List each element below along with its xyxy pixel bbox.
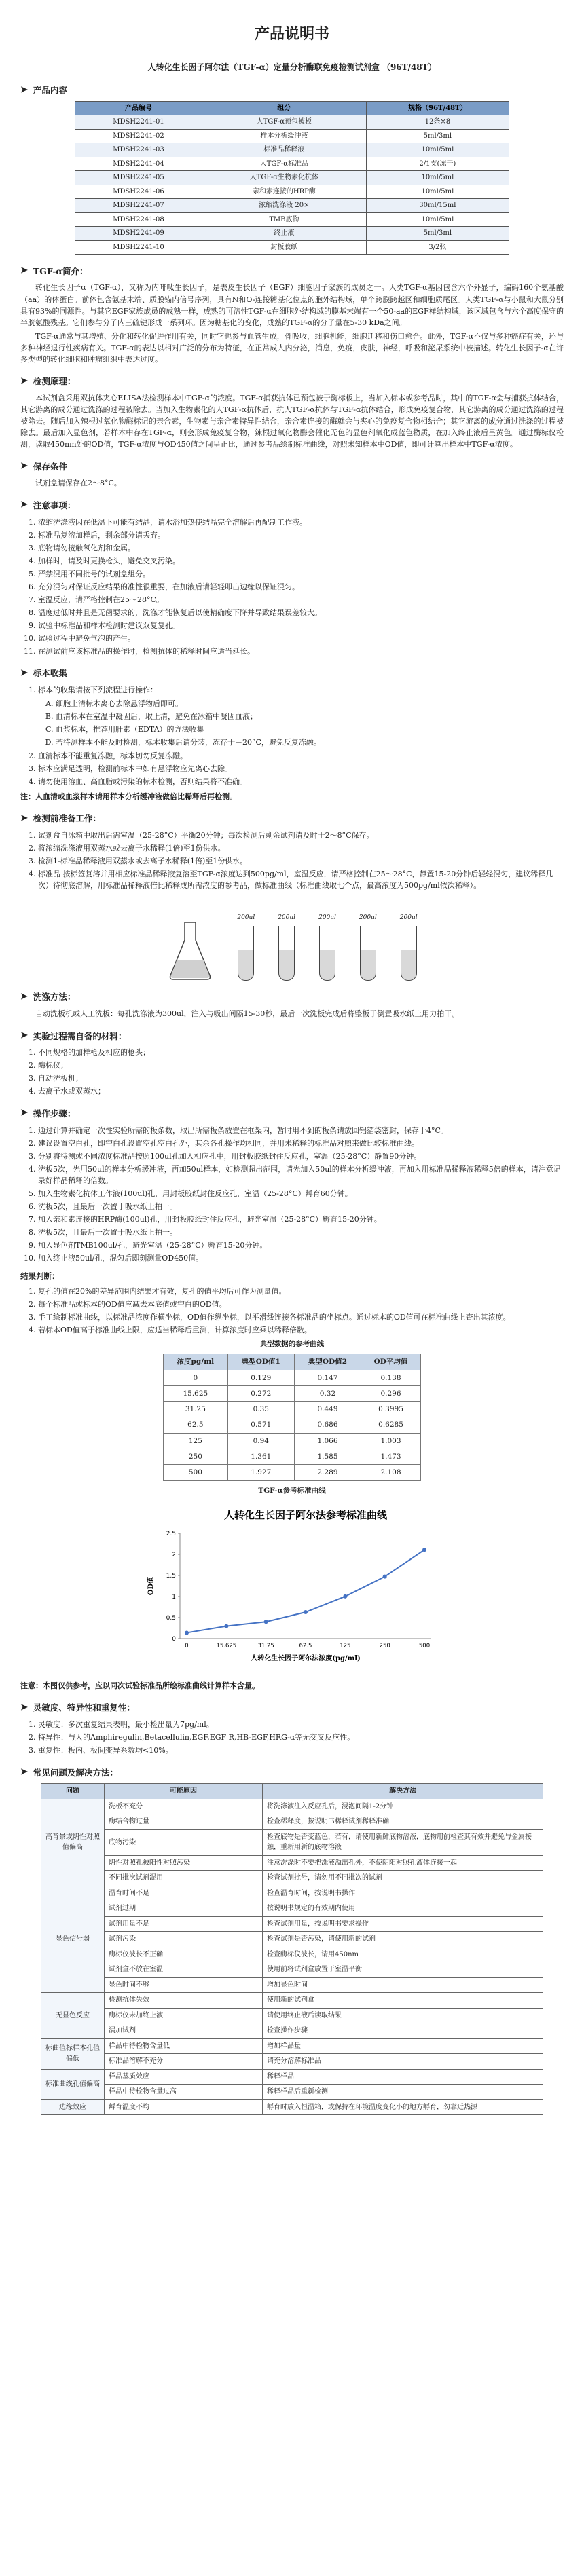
arrow-icon: ➤: [20, 1767, 28, 1778]
table-cell: MDSH2241-10: [75, 240, 202, 255]
solution-cell: 请充分溶解标准品: [263, 2054, 543, 2070]
list-item: 1. 复孔的值在20%的差异范围内结果才有效，复孔的值平均后可作为测量值。: [38, 1286, 564, 1297]
series-line: [187, 1550, 424, 1632]
arrow-icon: ➤: [20, 1030, 28, 1041]
cause-cell: 样品中待检物含量过高: [105, 2085, 263, 2100]
list-item: 5. 严禁混用不同批号的试剂盒组分。: [38, 568, 564, 580]
table-row: [41, 1829, 543, 1855]
problem-cell: 无显色反应: [41, 1993, 105, 2039]
table-cell: 0.6285: [361, 1417, 421, 1433]
table-cell: 0.129: [227, 1370, 294, 1385]
table-cell: 0.32: [294, 1385, 361, 1401]
table-cell: 人TGF-α生物素化抗体: [202, 171, 366, 185]
table-cell: 2/1支(冻干): [366, 157, 509, 171]
table-header-cell: 典型OD值1: [227, 1354, 294, 1370]
arrow-icon: ➤: [20, 1108, 28, 1119]
list-item: 7. 加入亲和素连接的HRP酶(100ul)孔，用封板胶纸封住反应孔，避光室温（25-28°C）孵育15-20分钟。: [38, 1214, 564, 1225]
solution-cell: 稀释样品: [263, 2069, 543, 2085]
arrow-icon: ➤: [20, 84, 28, 95]
arrow-icon: ➤: [20, 461, 28, 472]
cause-cell: 试剂污染: [105, 1932, 263, 1947]
x-tick-label: 0: [185, 1642, 189, 1649]
section-principle-heading: ➤ 检测原理：: [20, 375, 564, 388]
table-cell: 1.066: [294, 1433, 361, 1449]
solution-cell: 检查稀释度，按说明书稀释试剂稀释准确: [263, 1814, 543, 1830]
table-cell: 62.5: [164, 1417, 228, 1433]
list-item: 2. 建议设置空白孔，即空白孔设置空孔空白孔外，其余各孔操作均相同，并用未稀释的标准品对照来做比较标准曲线。: [38, 1138, 564, 1149]
table-cell: 5ml/3ml: [366, 227, 509, 241]
tube-label: 200ul: [359, 914, 377, 922]
table-row: [41, 1977, 543, 1993]
x-tick-label: 250: [379, 1642, 390, 1649]
table-row: [75, 143, 509, 157]
list-item: 5. 加入生物素化抗体工作液(100ul)孔，用封板胶纸封住反应孔，室温（25-28°C）孵育60分钟。: [38, 1188, 564, 1199]
table-row: [41, 1916, 543, 1932]
table-row: [41, 1901, 543, 1917]
list-item: 6. 充分混匀对保证反应结果的准性很重要，在加液后请轻轻叩击边缘以保证混匀。: [38, 581, 564, 593]
list-item: 1. 灵敏度：多次重复结果表明，最小检出量为7pg/ml。: [38, 1719, 564, 1730]
section-intro-heading: ➤ TGF-α简介：: [20, 264, 564, 278]
table-cell: 0.138: [361, 1370, 421, 1385]
solution-cell: 检查操作步骤: [263, 2023, 543, 2039]
list-item: 1. 通过计算并确定一次性实验所需的板条数，取出所需板条放置在框架内，暂时用不到的板条请放回铝箔袋密封，保存于4°C。: [38, 1125, 564, 1136]
table-row: [75, 227, 509, 241]
problem-cell: 标准曲线孔值偏高: [41, 2069, 105, 2099]
solution-cell: 检查试剂批号，请勿用不同批次的试剂: [263, 1871, 543, 1886]
data-point: [422, 1548, 426, 1552]
std-table-caption: 典型数据的参考曲线: [259, 1340, 325, 1349]
notes-list: [20, 517, 564, 658]
chart-note: 注意：本图仅供参考，应以同次试验标准品所绘标准曲线计算样本含量。: [20, 1681, 259, 1690]
table-cell: 0.296: [361, 1385, 421, 1401]
table-cell: 31.25: [164, 1402, 228, 1417]
table-cell: 样本分析缓冲液: [202, 129, 366, 143]
table-cell: 1.361: [227, 1449, 294, 1464]
cause-cell: 样品中待检物含量低: [105, 2038, 263, 2054]
table-cell: MDSH2241-03: [75, 143, 202, 157]
cause-cell: 试剂盒不放在室温: [105, 1962, 263, 1978]
arrow-icon: ➤: [20, 991, 28, 1002]
test-tube-icon: [360, 926, 376, 981]
solution-cell: 检查试剂是否污染，请使用新的试剂: [263, 1932, 543, 1947]
table-row: [41, 1814, 543, 1830]
x-tick-label: 500: [418, 1642, 431, 1649]
solution-cell: 将洗涤液注入反应孔后，浸泡间隔1-2分钟: [263, 1799, 543, 1814]
solution-cell: 注意洗涤时不要把洗液溢出孔外，不使阴阳对照孔液体连接一起: [263, 1855, 543, 1871]
arrow-icon: ➤: [20, 813, 28, 823]
test-tube-icon: [238, 926, 254, 981]
solution-cell: 检查试剂用量，按说明书要求操作: [263, 1916, 543, 1932]
product-subtitle: 人转化生长因子阿尔法（TGF-α）定量分析酶联免疫检测试剂盒 （96T/48T）: [147, 62, 437, 73]
list-item: 3. 分别将待测或不同浓度标准品按照100ul孔加入相应孔中，用封板胶纸封住反应孔，室温（25-28°C）静置90分钟。: [38, 1151, 564, 1162]
list-item: 9. 试验中标准品和样本检测时建议双复复孔。: [38, 620, 564, 631]
table-row: [75, 185, 509, 199]
table-cell: TMB底物: [202, 212, 366, 227]
table-cell: 10ml/5ml: [366, 212, 509, 227]
list-item: 2. 酶标仪；: [38, 1060, 564, 1071]
table-cell: 封板胶纸: [202, 240, 366, 255]
table-cell: MDSH2241-05: [75, 171, 202, 185]
table-cell: 亲和素连接的HRP酶: [202, 185, 366, 199]
table-cell: 250: [164, 1449, 228, 1464]
tube-wrap: [318, 914, 336, 981]
table-cell: MDSH2241-09: [75, 227, 202, 241]
test-tube-icon: [319, 926, 335, 981]
table-cell: MDSH2241-07: [75, 199, 202, 213]
table-cell: 30ml/15ml: [366, 199, 509, 213]
solution-cell: 检查温育时间，按说明书操作: [263, 1886, 543, 1901]
list-item: 10. 加入终止液50ul/孔，混匀后即刻测量OD450值。: [38, 1252, 564, 1264]
table-row: [75, 157, 509, 171]
list-item: 3. 自动洗板机；: [38, 1072, 564, 1084]
list-item: 2. 特异性：与人的Amphiregulin,Betacellulin,EGF,EGF R,HB-EGF,HRG-α等无交叉反应性。: [38, 1732, 564, 1743]
list-item: 2. 血清标本不能重复冻融，标本切勿反复冻融。: [38, 750, 564, 762]
table-cell: 2.289: [294, 1465, 361, 1480]
x-tick-label: 15.625: [216, 1642, 237, 1649]
solution-cell: 请使用终止液后读取结果: [263, 2008, 543, 2023]
table-row: [164, 1433, 421, 1449]
arrow-icon: ➤: [20, 668, 28, 679]
table-row: [41, 1962, 543, 1978]
principle-paragraph: 本试剂盒采用双抗体夹心ELISA法检测样本中TGF-α的浓度。TGF-α捕获抗体已预包被于酶标板上，当加入标本或参考品时，其中的TGF-α会与捕获抗体结合，其它游离的成分通过洗涤的过程被除去。当加入生物素化的人TGF-α抗体后，抗人TGF-α抗体与TGF-α抗体结合，形成免疫复合物，其它游离的成分通过洗涤的过程被除去。随后加入辣根过氧化物酶标记的亲合素，生物素与亲合素特异性结合，亲合素连接的酶就会与夹心的免疫复合物相结合；其它游离的成分通过洗涤的过程被除去。最后加入显色剂，若样本中存在TGF-α，则会形成免疫复合物，辣根过氧化物酶会催化无色的显色剂氧化成蓝色物质，在加入终止液后呈黄色。通过酶标仪检测，读取450nm处的OD值，TGF-α浓度与OD450值之间呈正比，通过参考品绘制标准曲线，对照未知样本中OD值，即可计算出样本中TGF-α浓度。: [20, 393, 564, 449]
flask-icon: [166, 920, 214, 981]
table-row: [75, 171, 509, 185]
results-heading: 结果判断：: [20, 1271, 60, 1282]
x-axis-label: 人转化生长因子阿尔法浓度(pg/ml): [251, 1654, 361, 1662]
cause-cell: 标准品溶解不充分: [105, 2054, 263, 2070]
table-row: [41, 1993, 543, 2009]
table-row: [41, 1855, 543, 1871]
sample-sublist: [38, 698, 564, 748]
data-point: [264, 1620, 268, 1624]
tube-wrap: [400, 914, 418, 981]
list-item: 2. 将浓缩洗涤液用双蒸水或去离子水稀释(1倍)至1份供水。: [38, 842, 564, 854]
list-item: 3. 重复性：板内、板间变异系数均<10%。: [38, 1744, 564, 1756]
intro-paragraph-1: 转化生长因子α（TGF-α），又称为内啡呔生长因子，是表皮生长因子（EGF）细胞因子家族的成员之一。人类TGF-α基因包含六个外显子，编码160个氨基酸（aa）的体蛋白。前体包含氨基末端、质膜锚内信号序列，具有N和O-连接糖基化位点的胞外结构域，单个跨膜跨越区和细胞质尾区。人类TGF-α与小鼠和大鼠分别具有93%的同源性。与其它EGF家族成员的成熟一样，成熟的可溶性TGF-α在细胞外结构域的膜基末端有一个50-aa的EGF样结构域，该区域包含与六个高度保守的半胱氨酸残基。它们参与分子内三硫键形成一系列环。因为糖基化的变化，成熟的TGF-α的分子量在5-30 kDa之间。: [20, 283, 564, 327]
y-axis-label: OD值: [147, 1576, 155, 1595]
table-cell: 5ml/3ml: [366, 129, 509, 143]
tube-wrap: [359, 914, 377, 981]
wash-text: 自动洗板机或人工洗板：每孔洗涤液为300ul，注入与吸出间隔15-30秒，最后一次洗板完成后将整板于倒置吸水纸上用力拍干。: [35, 1009, 460, 1019]
table-row: [41, 2054, 543, 2070]
solution-cell: 检查底物是否变蓝色，若有，请使用新鲜底物溶液，底物用前检查其有效并避免与金属接触，重新用新的底物溶液: [263, 1829, 543, 1855]
list-item: 1. 试剂盒自冰箱中取出后需室温（25-28°C）平衡20分钟；每次检测后剩余试剂请及时于2～8°C保存。: [38, 829, 564, 841]
troubleshooting-table: [41, 1783, 543, 2115]
performance-list: [20, 1719, 564, 1756]
intro-paragraph-2: TGF-α通常与其增殖、分化和转化促进作用有关，同时它也参与血管生成，骨吸收，细胞机能，细胞迁移和伤口愈合。此外，TGF-α不仅与多种癌症有关，还与多种神经退行性疾病有关。TGF-α的表达以相对广泛的分布为特征，在正常成人内分泌，消息，免疫，皮肤，神经，呼吸和泌尿系统中被描述。转化生长因子-α在许多类型的转化细胞和肿瘤组织中表达过度。: [20, 331, 564, 364]
table-cell: 2.108: [361, 1465, 421, 1480]
list-item: 1. 标本的收集请按下列流程进行操作： A. 细胞上清标本离心去除悬浮物后即可。 B. 血清标本在室温中凝固后，取上清，避免在冰箱中凝固血液； C. 血浆标本，推荐用肝素（EDTA）的方法收集 D. 若待测样本不能及时检测，标本收集后请分装，冻存于－20°C，避免反复冻融。: [38, 684, 564, 748]
table-cell: 1.003: [361, 1433, 421, 1449]
chart-caption: TGF-α参考标准曲线: [258, 1486, 326, 1495]
list-item: 2. 标准品复溶加样后，剩余部分请丢弃。: [38, 529, 564, 541]
solution-cell: 孵育时放入恒温箱，或保持在环境温度变化小的地方孵育，勿靠近热源: [263, 2099, 543, 2115]
table-row: [41, 1871, 543, 1886]
list-item: 2. 每个标准品或标本的OD值应减去本底值或空白的OD值。: [38, 1299, 564, 1310]
cause-cell: 试剂过期: [105, 1901, 263, 1917]
data-point: [343, 1594, 347, 1599]
table-cell: 浓缩洗涤液 20×: [202, 199, 366, 213]
list-item: 4. 去离子水或双蒸水；: [38, 1085, 564, 1097]
table-cell: 终止液: [202, 227, 366, 241]
tube-wrap: [237, 914, 255, 981]
x-tick-label: 31.25: [257, 1642, 274, 1649]
list-item: D. 若待测样本不能及时检测，标本收集后请分装，冻存于－20°C，避免反复冻融。: [56, 736, 564, 748]
data-point: [224, 1624, 228, 1628]
standard-curve-chart: [132, 1499, 452, 1673]
x-tick-label: 62.5: [299, 1642, 312, 1649]
cause-cell: 酶标仪未加终止液: [105, 2008, 263, 2023]
cause-cell: 温育时间不足: [105, 1886, 263, 1901]
table-cell: 0.3995: [361, 1402, 421, 1417]
table-row: [164, 1417, 421, 1433]
table-row: [41, 1799, 543, 1814]
list-item: 4. 洗板5次，先用50ul的样本分析缓冲液，再加50ul样本，如检测超出范围，请先加入50ul的样本分析缓冲液，再加入用标准品稀释液稀释5倍的样本，请注意记录好样品稀释的倍数。: [38, 1163, 564, 1187]
table-header-cell: 组分: [202, 101, 366, 115]
arrow-icon: ➤: [20, 500, 28, 510]
cause-cell: 洗板不充分: [105, 1799, 263, 1814]
list-item: 7. 室温反应，请严格控制在25～28°C。: [38, 594, 564, 605]
list-item: B. 血清标本在室温中凝固后，取上清，避免在冰箱中凝固血液；: [56, 711, 564, 722]
table-header-cell: 产品编号: [75, 101, 202, 115]
cause-cell: 酶标仪波长不正确: [105, 1947, 263, 1962]
table-cell: 0.571: [227, 1417, 294, 1433]
table-cell: 标准品稀释液: [202, 143, 366, 157]
materials-list: [20, 1047, 564, 1097]
test-tube-icon: [401, 926, 417, 981]
table-header-cell: 可能原因: [105, 1784, 263, 1799]
table-cell: 500: [164, 1465, 228, 1480]
table-row: [41, 2008, 543, 2023]
table-cell: 0.686: [294, 1417, 361, 1433]
cause-cell: 样品基质效应: [105, 2069, 263, 2085]
solution-cell: 按说明书规定的有效期内使用: [263, 1901, 543, 1917]
storage-text: 试剂盒请保存在2～8°C。: [35, 479, 122, 488]
section-qa-heading: ➤ 常见问题及解决方法：: [20, 1766, 564, 1779]
section-performance-heading: ➤ 灵敏度、特异性和重复性：: [20, 1701, 564, 1715]
solution-cell: 稀释样品后重新检测: [263, 2085, 543, 2100]
table-row: [41, 2038, 543, 2054]
list-item: 1. 不同规格的加样枪及相应的枪头；: [38, 1047, 564, 1058]
cause-cell: 试剂用量不足: [105, 1916, 263, 1932]
table-cell: MDSH2241-01: [75, 115, 202, 130]
table-cell: MDSH2241-04: [75, 157, 202, 171]
section-notes-heading: ➤ 注意事项：: [20, 498, 564, 512]
list-item: 8. 温度过低时并且是无菌要求的，洗涤才能恢复后以使精确度下降并导致结果误差较大。: [38, 607, 564, 618]
list-item: 4. 若标本OD值高于标准曲线上限，应适当稀释后重测，计算浓度时应乘以稀释倍数。: [38, 1324, 564, 1336]
list-item: 3. 标本应满足透明，检测前标本中如有悬浮物应先离心去除。: [38, 763, 564, 774]
table-header-cell: OD平均值: [361, 1354, 421, 1370]
table-cell: 0: [164, 1370, 228, 1385]
contents-table: [75, 101, 509, 255]
list-item: 1. 浓缩洗涤液因在低温下可能有结晶，请水浴加热使结晶完全溶解后再配制工作液。: [38, 517, 564, 528]
solution-cell: 使用前将试剂盒放置于室温平衡: [263, 1962, 543, 1978]
section-sample-heading: ➤ 标本收集: [20, 667, 564, 680]
table-row: [164, 1370, 421, 1385]
list-item: 6. 洗板5次，且最后一次置于吸水纸上拍干。: [38, 1201, 564, 1212]
arrow-icon: ➤: [20, 265, 28, 276]
data-point: [383, 1574, 387, 1578]
table-cell: 0.35: [227, 1402, 294, 1417]
y-tick-label: 2.5: [166, 1530, 176, 1537]
arrow-icon: ➤: [20, 1702, 28, 1713]
table-row: [164, 1402, 421, 1417]
section-prep-heading: ➤ 检测前准备工作：: [20, 812, 564, 825]
table-header-cell: 规格（96T/48T）: [366, 101, 509, 115]
prep-list: [20, 829, 564, 891]
chart-title: 人转化生长因子阿尔法参考标准曲线: [223, 1508, 388, 1521]
table-cell: 1.585: [294, 1449, 361, 1464]
list-item: 3. 检测1-标准品稀释液用双蒸水或去离子水稀释(1倍)至1份供水。: [38, 855, 564, 867]
table-row: [41, 2085, 543, 2100]
y-tick-label: 1: [172, 1593, 176, 1601]
table-header-cell: 解决方法: [263, 1784, 543, 1799]
list-item: 4. 标准品 按标签复溶并用相应标准品稀释液复溶至TGF-α浓度达到500pg/ml，室温反应，请严格控制在25～28°C，静置15-20分钟后轻轻混匀，建议稀释几次）待彻底溶解，用标准品稀释液倍比稀释成所需浓度的参考品，做标准曲线（标准曲线取七个点，最高浓度为500pg/ml依次稀释）。: [38, 868, 564, 891]
tube-label: 200ul: [237, 914, 255, 922]
solution-cell: 使用新的试剂盒: [263, 1993, 543, 2009]
table-row: [164, 1385, 421, 1401]
table-row: [41, 2069, 543, 2085]
table-cell: 0.449: [294, 1402, 361, 1417]
table-cell: 12条×8: [366, 115, 509, 130]
table-row: [164, 1449, 421, 1464]
table-cell: 人TGF-α标准品: [202, 157, 366, 171]
table-cell: 0.147: [294, 1370, 361, 1385]
table-row: [41, 2023, 543, 2039]
table-cell: 10ml/5ml: [366, 185, 509, 199]
cause-cell: 孵育温度不均: [105, 2099, 263, 2115]
list-item: 10. 试验过程中避免气泡的产生。: [38, 633, 564, 644]
table-row: [41, 2099, 543, 2115]
table-cell: 人TGF-α预包被板: [202, 115, 366, 130]
table-row: [75, 199, 509, 213]
table-row: [75, 129, 509, 143]
table-row: [41, 1932, 543, 1947]
chart-svg: [132, 1499, 452, 1669]
table-cell: 125: [164, 1433, 228, 1449]
list-item: 4. 加样时，请及时更换枪头，避免交叉污染。: [38, 555, 564, 567]
section-steps-heading: ➤ 操作步骤：: [20, 1106, 564, 1120]
table-cell: MDSH2241-06: [75, 185, 202, 199]
solution-cell: 检查酶标仪波长，请用450nm: [263, 1947, 543, 1962]
page-title: 产品说明书: [254, 26, 329, 43]
table-row: [75, 240, 509, 255]
table-cell: MDSH2241-08: [75, 212, 202, 227]
table-cell: 3/2张: [366, 240, 509, 255]
table-header-cell: 典型OD值2: [294, 1354, 361, 1370]
test-tube-icon: [278, 926, 295, 981]
results-list: [20, 1286, 564, 1336]
table-cell: 1.473: [361, 1449, 421, 1464]
cause-cell: 底物污染: [105, 1829, 263, 1855]
manual-page: [20, 0, 564, 2140]
data-point: [304, 1610, 308, 1614]
arrow-icon: ➤: [20, 375, 28, 386]
table-header-cell: 浓度pg/ml: [164, 1354, 228, 1370]
table-row: [75, 212, 509, 227]
list-item: 9. 加入显色剂TMB100ul/孔，避光室温（25-28°C）孵育15-20分钟。: [38, 1239, 564, 1251]
table-cell: 1.927: [227, 1465, 294, 1480]
standard-data-table: [163, 1354, 421, 1480]
sample-list: [20, 684, 564, 787]
table-row: [75, 115, 509, 130]
table-cell: 0.272: [227, 1385, 294, 1401]
cause-cell: 不同批次试剂混用: [105, 1871, 263, 1886]
section-wash-heading: ➤ 洗涤方法：: [20, 990, 564, 1004]
table-header-cell: 问题: [41, 1784, 105, 1799]
cause-cell: 检测抗体失效: [105, 1993, 263, 2009]
section-contents-heading: ➤ 产品内容: [20, 83, 564, 97]
table-row: [164, 1465, 421, 1480]
section-storage-heading: ➤ 保存条件: [20, 460, 564, 473]
tube-label: 200ul: [318, 914, 336, 922]
problem-cell: 边缘效应: [41, 2099, 105, 2115]
table-cell: 10ml/5ml: [366, 171, 509, 185]
problem-cell: 高背景或阴性对照值偏高: [41, 1799, 105, 1886]
list-item: 11. 在测试前应该标准品的操作时，检测抗体的稀释时间应适当延长。: [38, 646, 564, 657]
table-cell: 15.625: [164, 1385, 228, 1401]
tube-label: 200ul: [278, 914, 296, 922]
list-item: 3. 底物请勿接触氧化剂和金属。: [38, 542, 564, 554]
problem-cell: 显色信号弱: [41, 1886, 105, 1993]
table-cell: MDSH2241-02: [75, 129, 202, 143]
y-tick-label: 2: [172, 1551, 176, 1558]
solution-cell: 增加样品量: [263, 2038, 543, 2054]
solution-cell: 增加显色时间: [263, 1977, 543, 1993]
y-tick-label: 0.5: [166, 1614, 176, 1622]
dilution-diagram: [20, 899, 564, 981]
steps-list: [20, 1125, 564, 1265]
x-tick-label: 125: [340, 1642, 351, 1649]
tube-wrap: [278, 914, 295, 981]
data-point: [185, 1630, 189, 1635]
list-item: 3. 手工绘制标准曲线，以标准品浓度作横坐标，OD值作纵坐标，以平滑线连接各标准品的坐标点。通过标本的OD值可在标准曲线上查出其浓度。: [38, 1311, 564, 1323]
table-row: [41, 1947, 543, 1962]
cause-cell: 漏加试剂: [105, 2023, 263, 2039]
table-row: [41, 1886, 543, 1901]
list-item: C. 血浆标本，推荐用肝素（EDTA）的方法收集: [56, 724, 564, 735]
list-item: 8. 洗板5次，且最后一次置于吸水纸上拍干。: [38, 1227, 564, 1238]
cause-cell: 酶结合物过量: [105, 1814, 263, 1830]
sample-note: 注：人血清或血浆样本请用样本分析缓冲液做倍比稀释后再检测。: [20, 791, 237, 801]
list-item: A. 细胞上清标本离心去除悬浮物后即可。: [56, 698, 564, 709]
cause-cell: 阴性对照孔被阳性对照污染: [105, 1855, 263, 1871]
cause-cell: 显色时间不够: [105, 1977, 263, 1993]
tube-label: 200ul: [399, 914, 418, 922]
y-tick-label: 0: [172, 1635, 176, 1643]
problem-cell: 标曲值标样本孔值偏低: [41, 2038, 105, 2069]
table-cell: 0.94: [227, 1433, 294, 1449]
section-materials-heading: ➤ 实验过程需自备的材料：: [20, 1029, 564, 1043]
y-tick-label: 1.5: [166, 1572, 176, 1580]
list-item: 4. 请勿使用溶血、高血脂或污染的标本检测，否则结果将不准确。: [38, 776, 564, 787]
table-cell: 10ml/5ml: [366, 143, 509, 157]
